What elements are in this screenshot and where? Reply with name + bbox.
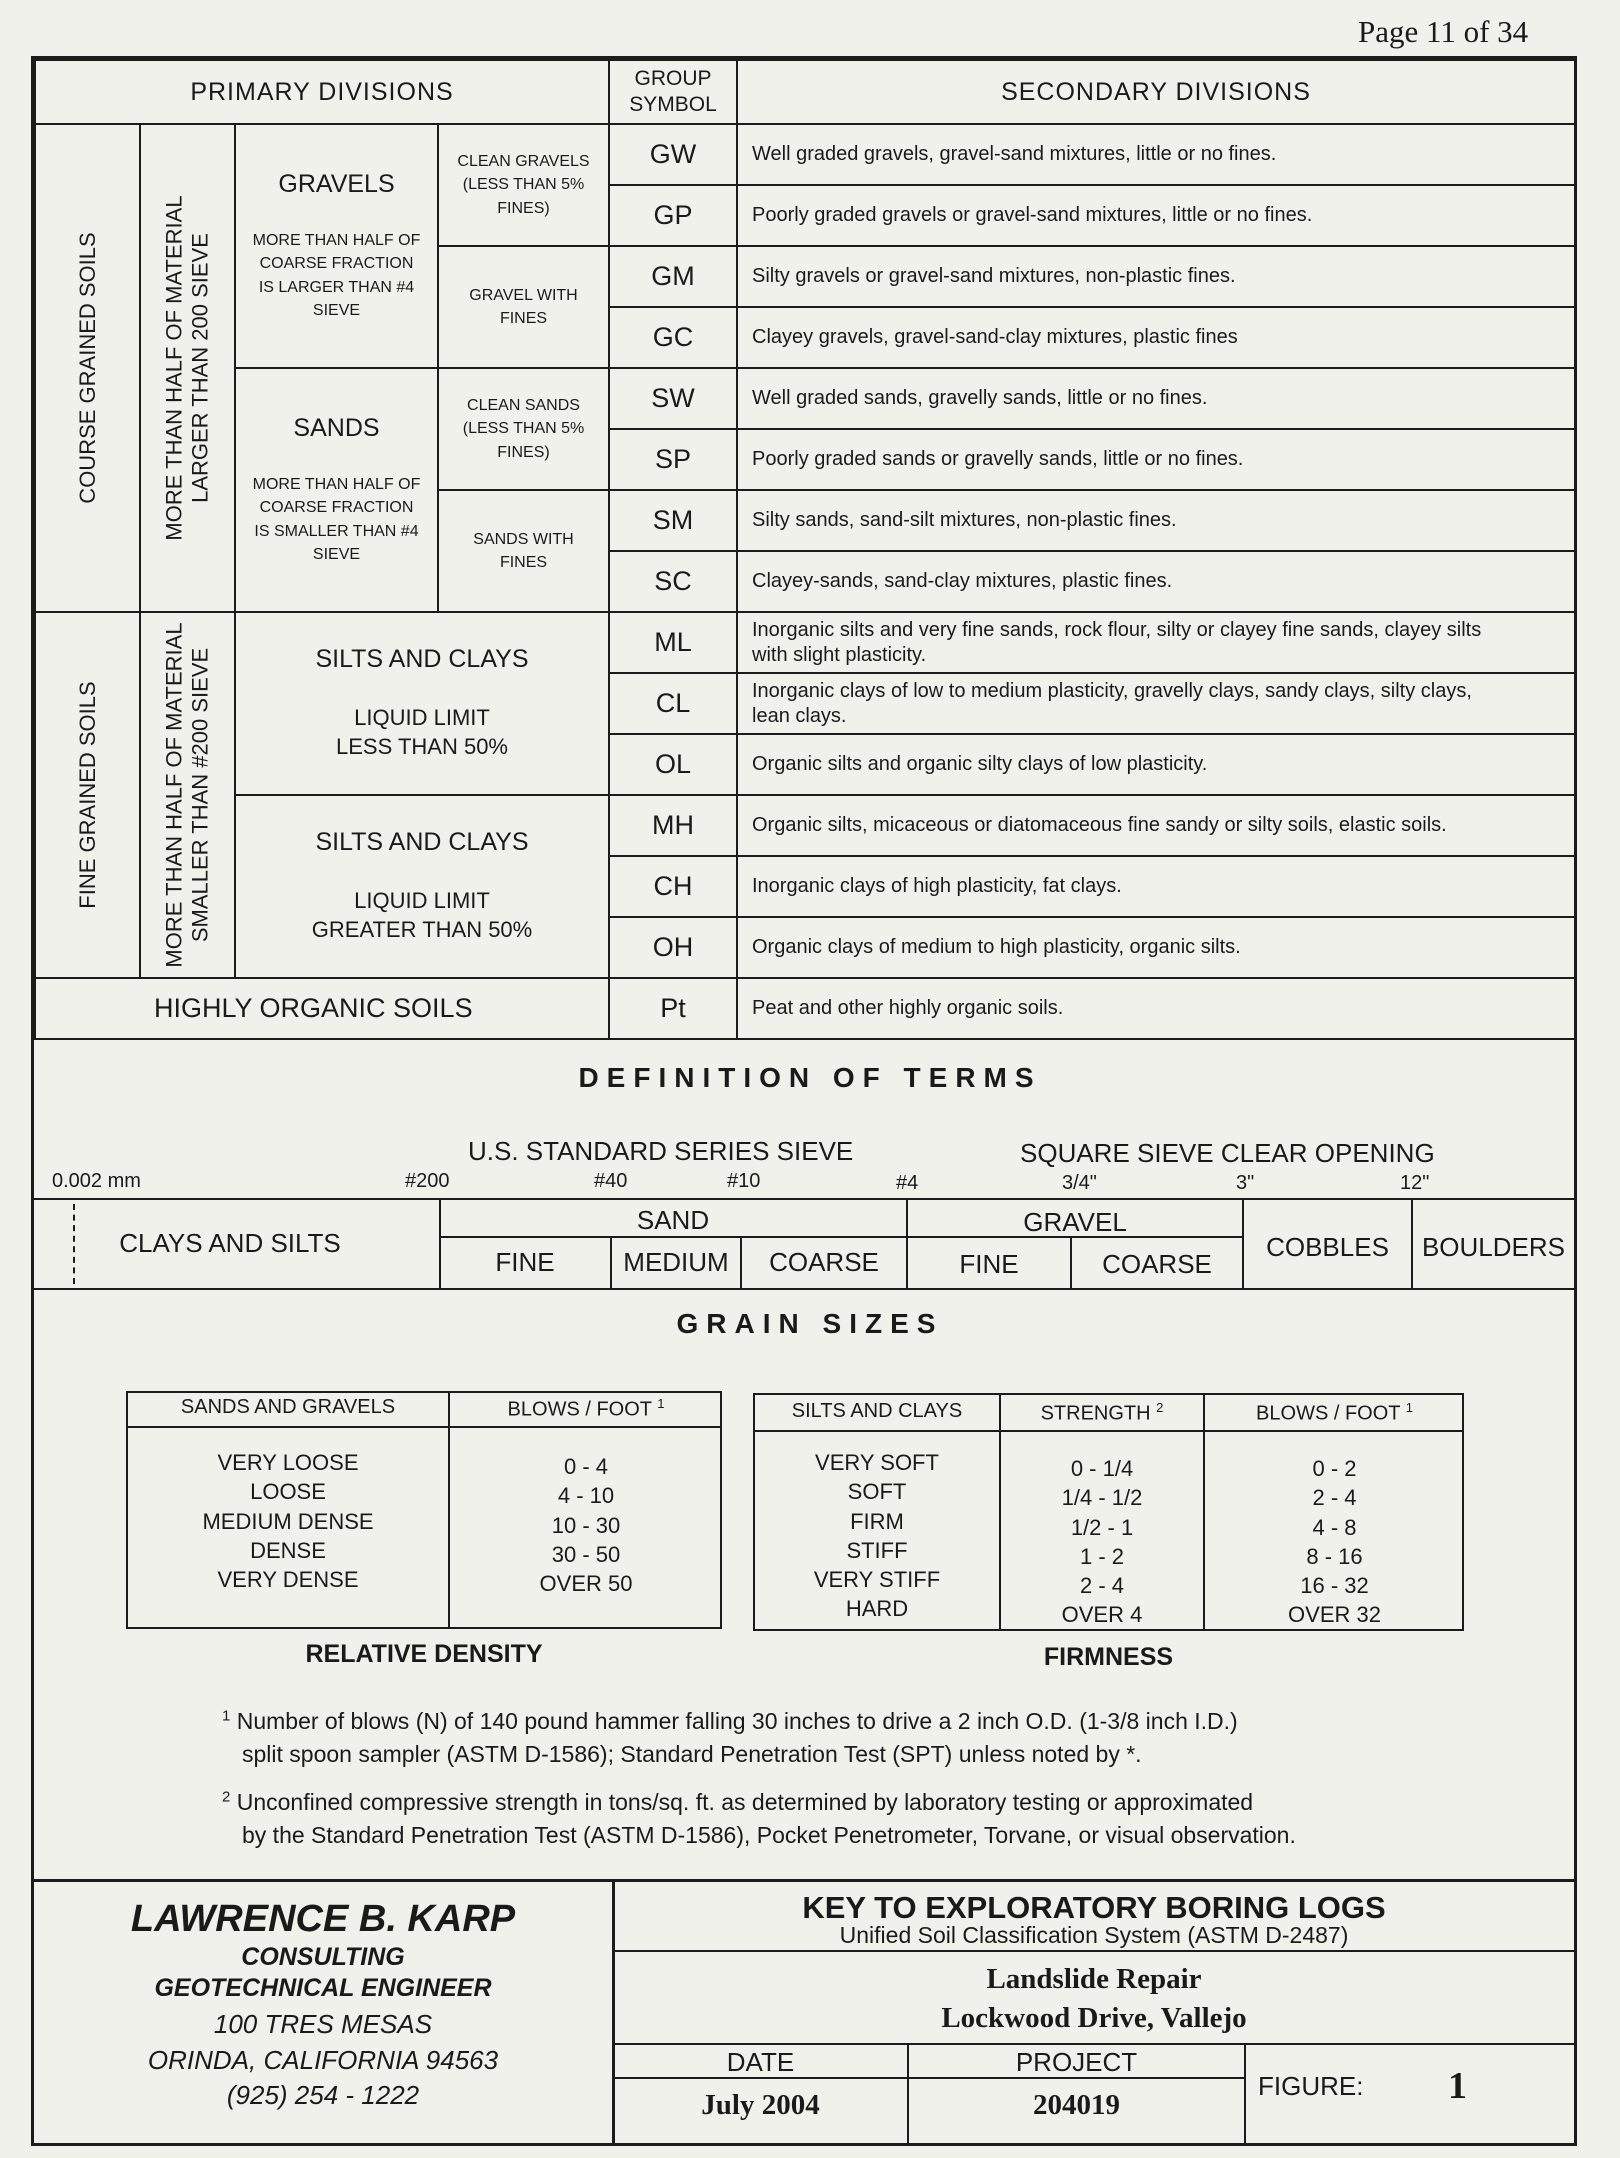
boulders-label: BOULDERS — [1421, 1232, 1566, 1262]
list-item: HARD — [845, 1596, 909, 1622]
group-symbol: SW — [609, 368, 737, 429]
group-symbol: GC — [609, 307, 737, 368]
secondary-description: Silty gravels or gravel-sand mixtures, non-plastic fines. — [737, 246, 1575, 307]
firmness-header-3: BLOWS / FOOT $^1$ — [1256, 1400, 1413, 1425]
gravels-cell: GRAVELS MORE THAN HALF OF COARSE FRACTION IS LARGER THAN #4 SIEVE — [235, 124, 438, 368]
list-item: LOOSE — [250, 1479, 326, 1505]
firmness-strength — [1001, 1454, 1203, 1630]
firmness-header-2: STRENGTH $^2$ — [1040, 1400, 1164, 1425]
group-symbol: GM — [609, 246, 737, 307]
secondary-description: Inorganic clays of high plasticity, fat clays. — [737, 856, 1575, 917]
list-item: 4 - 8 — [1312, 1514, 1357, 1540]
grain-sizes-title: GRAIN SIZES — [676, 1308, 944, 1339]
list-item: 8 - 16 — [1306, 1543, 1363, 1569]
definition-title: DEFINITION OF TERMS — [578, 1062, 1042, 1093]
gravel-coarse-label: COARSE — [1102, 1249, 1212, 1279]
table-divider — [126, 1426, 722, 1428]
tick-label: 0.002 mm — [52, 1170, 141, 1192]
page-number: Page 11 of 34 — [1358, 14, 1529, 49]
list-item: MEDIUM DENSE — [202, 1508, 374, 1534]
secondary-description: Organic silts, micaceous or diatomaceous fine sandy or silty soils, elastic soils. — [737, 795, 1575, 856]
group-symbol: CL — [609, 673, 737, 734]
group-symbol: SM — [609, 490, 737, 551]
firmness-caption: FIRMNESS — [1043, 1643, 1174, 1671]
sand-fine-label: FINE — [495, 1247, 555, 1277]
list-item: SOFT — [847, 1479, 907, 1505]
table-row — [35, 795, 1575, 856]
table-row — [35, 612, 1575, 673]
square-sieve-title: SQUARE SIEVE CLEAR OPENING — [1020, 1138, 1435, 1168]
secondary-description: Inorganic clays of low to medium plasticity, gravelly clays, sandy clays, silty clays, lean clays. — [737, 673, 1575, 734]
sand-label: SAND — [636, 1205, 710, 1235]
list-item: 1/4 - 1/2 — [1061, 1485, 1143, 1511]
group-symbol: SP — [609, 429, 737, 490]
us-sieve-title: U.S. STANDARD SERIES SIEVE — [468, 1136, 854, 1166]
group-symbol: GP — [609, 185, 737, 246]
secondary-description: Organic silts and organic silty clays of low plasticity. — [737, 734, 1575, 795]
date-value: July 2004 — [701, 2089, 820, 2121]
engineer-name: LAWRENCE B. KARP — [130, 1898, 516, 1940]
list-item: OVER 50 — [539, 1571, 633, 1596]
secondary-divisions-header: SECONDARY DIVISIONS — [737, 60, 1575, 124]
list-item: VERY SOFT — [815, 1450, 939, 1475]
group-symbol: MH — [609, 795, 737, 856]
density-header-1: SANDS AND GRAVELS — [180, 1396, 396, 1418]
grain-bar-top — [34, 1198, 1574, 1200]
project-label: PROJECT — [1015, 2047, 1138, 2077]
table-divider — [753, 1430, 1464, 1432]
group-symbol: OH — [609, 917, 737, 978]
tick-label: #200 — [405, 1170, 450, 1192]
secondary-description: Silty sands, sand-silt mixtures, non-plastic fines. — [737, 490, 1575, 551]
gravel-with-fines-cell: GRAVEL WITH FINES — [438, 246, 609, 368]
coarse-criterion: MORE THAN HALF OF MATERIAL LARGER THAN 200 SIEVE — [140, 124, 235, 612]
figure-label: FIGURE: — [1258, 2071, 1364, 2101]
title-block-row — [614, 2043, 1574, 2045]
list-item: 1/2 - 1 — [1070, 1514, 1134, 1540]
secondary-description: Peat and other highly organic soils. — [737, 978, 1575, 1039]
grain-bar-bottom — [34, 1288, 1574, 1290]
title-block-row — [614, 1950, 1574, 1952]
tick-label: #4 — [896, 1172, 919, 1194]
key-subtitle: Unified Soil Classification System (ASTM D-2487) — [839, 1922, 1349, 1948]
list-item: FIRM — [850, 1508, 904, 1534]
clay-limit-dash — [73, 1204, 75, 1284]
firmness-items — [755, 1448, 999, 1624]
secondary-description: Well graded sands, gravelly sands, little or no fines. — [737, 368, 1575, 429]
secondary-description: Clayey-sands, sand-clay mixtures, plastic fines. — [737, 551, 1575, 612]
silts-clays-low-cell: SILTS AND CLAYS LIQUID LIMIT LESS THAN 50% — [235, 612, 609, 795]
secondary-description: Clayey gravels, gravel-sand-clay mixtures, plastic fines — [737, 307, 1575, 368]
date-label: DATE — [726, 2047, 795, 2077]
tick-label: 3" — [1236, 1172, 1255, 1194]
list-item: 2 - 4 — [1079, 1573, 1125, 1598]
table-row — [35, 978, 1575, 1039]
group-symbol: SC — [609, 551, 737, 612]
footnote-2: $^2$ Unconfined compressive strength in tons/sq. ft. as determined by laboratory testing or approximated by the Standard Penetration Test (ASTM D-1586), Pocket Penetrometer, Torvane, or visual observation. — [222, 1788, 1296, 1849]
tick-label: 12" — [1400, 1172, 1430, 1194]
list-item: STIFF — [846, 1537, 908, 1563]
group-symbol-header: GROUP SYMBOL — [609, 60, 737, 124]
coarse-grained-label: COURSE GRAINED SOILS — [35, 124, 140, 612]
secondary-description: Organic clays of medium to high plasticity, organic silts. — [737, 917, 1575, 978]
list-item: 30 - 50 — [551, 1541, 621, 1567]
key-title: KEY TO EXPLORATORY BORING LOGS — [802, 1890, 1386, 1925]
list-item: 2 - 4 — [1312, 1485, 1357, 1511]
title-block-divider — [1244, 2043, 1246, 2146]
density-header-2: BLOWS / FOOT $^1$ — [507, 1396, 665, 1421]
figure-number: 1 — [1448, 2065, 1467, 2107]
list-item: 1 - 2 — [1079, 1543, 1125, 1569]
sands-cell: SANDS MORE THAN HALF OF COARSE FRACTION IS SMALLER THAN #4 SIEVE — [235, 368, 438, 612]
list-item: VERY DENSE — [217, 1567, 359, 1592]
list-item: 0 - 1/4 — [1070, 1456, 1134, 1481]
secondary-description: Poorly graded gravels or gravel-sand mixtures, little or no fines. — [737, 185, 1575, 246]
fine-criterion: MORE THAN HALF OF MATERIAL SMALLER THAN #200 SIEVE — [140, 612, 235, 978]
list-item: 0 - 4 — [563, 1454, 609, 1479]
list-item: VERY STIFF — [813, 1567, 941, 1592]
highly-organic-soils-label: HIGHLY ORGANIC SOILS — [35, 978, 609, 1039]
gravel-fine-label: FINE — [959, 1249, 1019, 1279]
list-item: 0 - 2 — [1312, 1456, 1357, 1481]
primary-divisions-header: PRIMARY DIVISIONS — [35, 60, 609, 124]
project-description: Landslide Repair Lockwood Drive, Vallejo — [941, 1963, 1247, 2035]
relative-density-caption: RELATIVE DENSITY — [305, 1640, 543, 1668]
gravel-label: GRAVEL — [1023, 1207, 1127, 1237]
silts-clays-high-cell: SILTS AND CLAYS LIQUID LIMIT GREATER THAN 50% — [235, 795, 609, 978]
secondary-description: Inorganic silts and very fine sands, rock flour, silty or clayey fine sands, clayey silts with slight plasticity. — [737, 612, 1575, 673]
list-item: 10 - 30 — [551, 1512, 621, 1538]
list-item: OVER 4 — [1061, 1602, 1143, 1628]
table-header-row — [35, 60, 1575, 124]
footnote-1: $^1$ Number of blows (N) of 140 pound hammer falling 30 inches to drive a 2 inch O.D. (1-3/8 inch I.D.) split spoon sampler (ASTM D-1586); Standard Penetration Test (SPT) unless noted by *. — [222, 1707, 1238, 1768]
clays-silts-label: CLAYS AND SILTS — [119, 1228, 341, 1258]
secondary-description: Poorly graded sands or gravelly sands, little or no fines. — [737, 429, 1575, 490]
tick-label: #40 — [594, 1170, 628, 1192]
tick-label: #10 — [727, 1170, 761, 1192]
clean-gravels-cell: CLEAN GRAVELS (LESS THAN 5% FINES) — [438, 124, 609, 246]
group-symbol: Pt — [609, 978, 737, 1039]
project-number: 204019 — [1033, 2089, 1120, 2121]
soil-classification-table — [34, 59, 1576, 1040]
list-item: 16 - 32 — [1300, 1573, 1369, 1598]
engineer-title: CONSULTING GEOTECHNICAL ENGINEER — [154, 1943, 492, 2003]
sand-medium-label: MEDIUM — [623, 1247, 729, 1277]
group-symbol: GW — [609, 124, 737, 185]
table-row — [35, 124, 1575, 185]
cobbles-label: COBBLES — [1266, 1232, 1389, 1262]
table-row — [35, 368, 1575, 429]
group-symbol: ML — [609, 612, 737, 673]
list-item: OVER 32 — [1288, 1602, 1381, 1628]
fine-grained-label: FINE GRAINED SOILS — [35, 612, 140, 978]
list-item: 4 - 10 — [557, 1483, 615, 1509]
title-block-top — [34, 1879, 1574, 1882]
group-symbol: CH — [609, 856, 737, 917]
engineer-address: 100 TRES MESAS ORINDA, CALIFORNIA 94563 (925) 254 - 1222 — [147, 2009, 499, 2111]
group-symbol: OL — [609, 734, 737, 795]
density-items — [128, 1448, 448, 1594]
list-item: VERY LOOSE — [217, 1450, 359, 1475]
list-item: DENSE — [250, 1537, 326, 1563]
tick-label: 3/4" — [1062, 1172, 1097, 1194]
firmness-blows — [1205, 1454, 1464, 1630]
secondary-description: Well graded gravels, gravel-sand mixtures, little or no fines. — [737, 124, 1575, 185]
clean-sands-cell: CLEAN SANDS (LESS THAN 5% FINES) — [438, 368, 609, 490]
sand-coarse-label: COARSE — [769, 1247, 879, 1277]
sands-with-fines-cell: SANDS WITH FINES — [438, 490, 609, 612]
firmness-header-1: SILTS AND CLAYS — [791, 1400, 963, 1422]
density-blows — [450, 1452, 722, 1598]
